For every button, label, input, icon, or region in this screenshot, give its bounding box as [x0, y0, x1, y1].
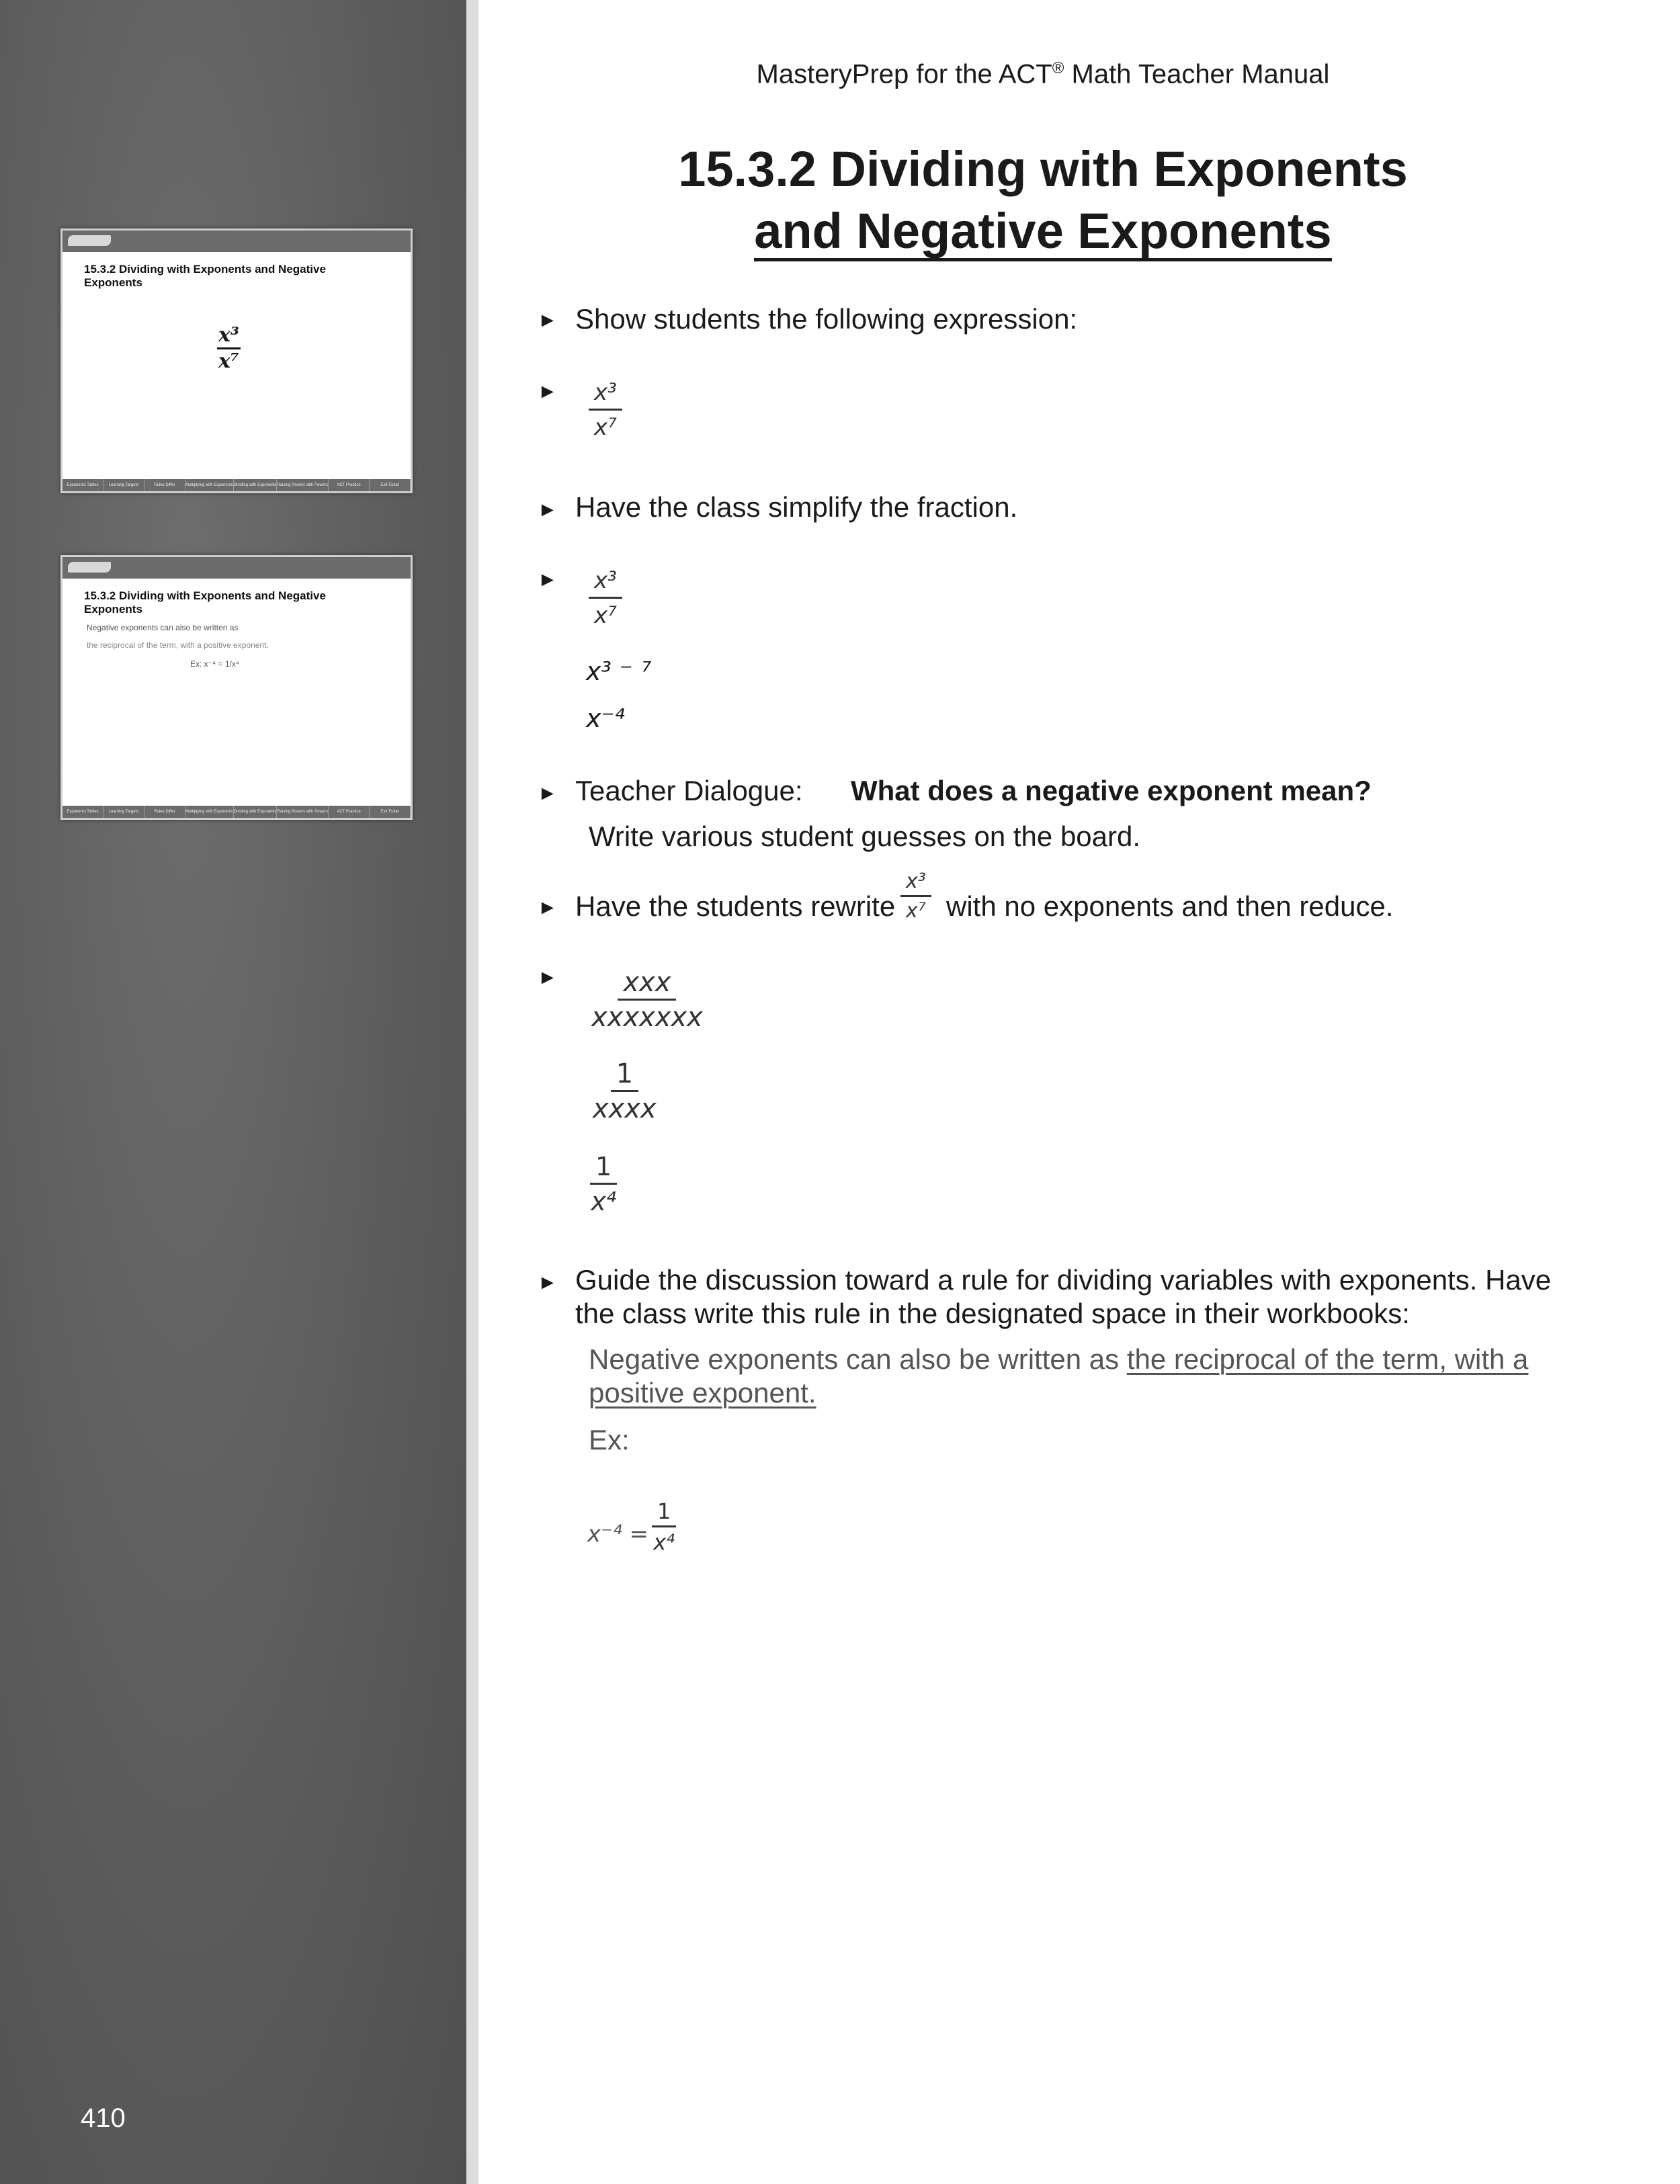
- slide-nav-bar: [62, 806, 411, 818]
- instruction-text: the class write this rule in the designated space in their workbooks:: [575, 1298, 1410, 1329]
- slide-header: [62, 230, 411, 252]
- dialogue-label: Teacher Dialogue:: [575, 775, 803, 806]
- simplify-step: x⁻⁴: [586, 704, 625, 733]
- masteryprep-logo: [68, 562, 111, 573]
- fraction-denominator: xxxx: [593, 1093, 657, 1124]
- instruction-text: Have the students rewrite: [575, 890, 896, 922]
- bullet-arrow-icon: ►: [538, 499, 558, 521]
- fraction-numerator: x³: [589, 564, 622, 599]
- slide-fraction-denominator: x⁷: [218, 349, 240, 373]
- slide-nav-item: Learning Targets: [103, 806, 144, 818]
- fraction-numerator: 1: [611, 1058, 638, 1092]
- sidebar-edge: [466, 0, 478, 2184]
- example-label: Ex:: [589, 1424, 630, 1456]
- fraction-denominator: xxxxxxx: [591, 1002, 703, 1033]
- fraction-denominator: x⁷: [594, 414, 617, 441]
- rule-fill-in: the reciprocal of the term, with a: [1126, 1343, 1529, 1375]
- bullet-arrow-icon: ►: [538, 782, 558, 804]
- fraction-denominator: x⁷: [906, 899, 926, 923]
- rule-fill-in: positive exponent.: [589, 1377, 816, 1409]
- dialogue-note: Write various student guesses on the board.: [589, 821, 1141, 852]
- example-lhs: x⁻⁴ =: [587, 1521, 648, 1548]
- slide-title: 15.3.2 Dividing with Exponents and Negative Exponents: [84, 263, 326, 289]
- fraction-denominator: x⁷: [594, 602, 617, 629]
- slide-nav-item: ACT Practice: [329, 479, 370, 491]
- instruction-text: Guide the discussion toward a rule for dividing variables with exponents. Have: [575, 1264, 1552, 1296]
- instruction-text: Have the class simplify the fraction.: [575, 491, 1018, 523]
- simplify-step: x³ ⁻ ⁷: [586, 657, 652, 686]
- rule-text-prefix: Negative exponents can also be written as: [589, 1343, 1127, 1375]
- fraction: [590, 1150, 617, 1218]
- slide-nav-item: Rules Differ: [144, 806, 185, 818]
- page-number: 410: [81, 2103, 126, 2133]
- fraction: [591, 966, 703, 1034]
- slide-fraction: [217, 323, 241, 374]
- fraction: [589, 564, 622, 632]
- running-head: [478, 59, 1607, 89]
- rule-text: [589, 1376, 816, 1410]
- slide-example: Ex: x⁻⁴ = 1/x⁴: [190, 659, 240, 669]
- slide-nav-item: Dividing with Exponents: [234, 806, 278, 818]
- slide-nav-bar: [62, 479, 411, 491]
- running-head-text: MasteryPrep for the ACT: [756, 59, 1052, 89]
- slide-nav-item: Learning Targets: [103, 479, 144, 491]
- fraction: [900, 868, 931, 925]
- slide-header: [62, 557, 411, 579]
- title-line-2: and Negative Exponents: [754, 204, 1331, 261]
- masteryprep-logo: [68, 235, 111, 246]
- fraction-numerator: x³: [900, 868, 931, 897]
- slide-title: 15.3.2 Dividing with Exponents and Negative Exponents: [84, 589, 326, 616]
- slide-text-line: the reciprocal of the term, with a positive exponent.: [87, 640, 269, 650]
- fraction-denominator: x⁴: [591, 1187, 616, 1216]
- slide-nav-item: Multiplying with Exponents: [185, 479, 234, 491]
- slide-nav-item: Multiplying with Exponents: [185, 806, 234, 818]
- slide-nav-item: ACT Practice: [329, 806, 370, 818]
- dialogue-question: What does a negative exponent mean?: [851, 775, 1372, 806]
- instruction-text: Show students the following expression:: [575, 303, 1078, 335]
- slide-fraction-numerator: x³: [217, 323, 241, 349]
- bullet-arrow-icon: ►: [538, 309, 558, 331]
- instruction-text: with no exponents and then reduce.: [946, 890, 1394, 922]
- fraction: [652, 1497, 676, 1557]
- bullet-arrow-icon: ►: [538, 896, 558, 919]
- fraction-numerator: x³: [589, 376, 622, 411]
- bullet-arrow-icon: ►: [538, 1271, 558, 1294]
- slide-text-line: Negative exponents can also be written as: [87, 623, 239, 632]
- slide-nav-item: Exponents Tables: [62, 806, 103, 818]
- fraction-numerator: 1: [652, 1497, 676, 1527]
- fraction-numerator: xxx: [618, 966, 676, 1001]
- fraction: [593, 1058, 657, 1126]
- fraction-denominator: x⁴: [653, 1529, 675, 1555]
- registered-mark: ®: [1052, 59, 1064, 77]
- slide-nav-item: Exit Ticket: [370, 806, 411, 818]
- title-line-1: 15.3.2 Dividing with Exponents: [678, 141, 1408, 197]
- fraction: [589, 376, 622, 444]
- bullet-arrow-icon: ►: [538, 380, 558, 403]
- page-title: [478, 138, 1607, 262]
- slide-nav-item: Exit Ticket: [370, 479, 411, 491]
- slide-nav-item: Raising Powers with Powers: [277, 806, 329, 818]
- slide-nav-item: Exponents Tables: [62, 479, 103, 491]
- rule-text: [589, 1343, 1528, 1376]
- running-head-rest: Math Teacher Manual: [1064, 59, 1330, 89]
- slide-nav-item: Dividing with Exponents: [234, 479, 278, 491]
- slide-thumbnail-1[interactable]: [60, 228, 413, 493]
- slide-nav-item: Raising Powers with Powers: [277, 479, 329, 491]
- fraction-numerator: 1: [590, 1150, 617, 1185]
- bullet-arrow-icon: ►: [538, 569, 558, 591]
- slide-nav-item: Rules Differ: [144, 479, 185, 491]
- slide-thumbnail-2[interactable]: [60, 555, 413, 820]
- bullet-arrow-icon: ►: [538, 966, 558, 989]
